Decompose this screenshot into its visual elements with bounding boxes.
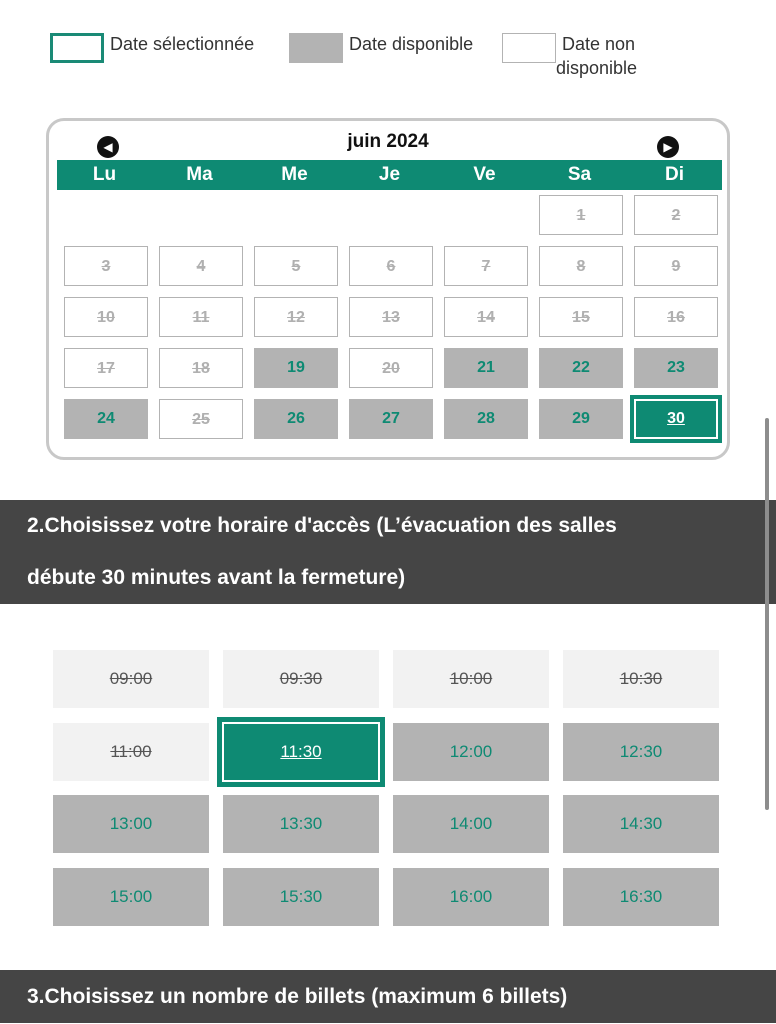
calendar <box>46 118 730 460</box>
day-29[interactable]: 29 <box>539 399 623 439</box>
section-2-header <box>0 500 776 604</box>
day-19[interactable]: 19 <box>254 348 338 388</box>
time-slot-1130[interactable]: 11:30 <box>217 717 385 787</box>
day-8: 8 <box>539 246 623 286</box>
weekday-header <box>57 160 722 190</box>
day-12: 12 <box>254 297 338 337</box>
day-10: 10 <box>64 297 148 337</box>
weekday-me: Me <box>281 164 308 185</box>
day-22[interactable]: 22 <box>539 348 623 388</box>
time-slot-1600[interactable]: 16:00 <box>393 868 549 926</box>
weekday-je: Je <box>378 164 401 185</box>
chevron-right-icon[interactable]: ▶ <box>657 136 679 158</box>
section-3-title: 3.Choisissez un nombre de billets (maximum 6 billets) <box>27 985 568 1008</box>
time-slot-1530[interactable]: 15:30 <box>223 868 379 926</box>
legend-unavailable-line2: disponible <box>556 58 638 78</box>
weekday-ma: Ma <box>186 164 213 185</box>
section-2-line1: 2.Choisissez votre horaire d'accès (L’évacuation des salles <box>27 514 617 537</box>
day-25: 25 <box>159 399 243 439</box>
day-14: 14 <box>444 297 528 337</box>
time-slot-1100: 11:00 <box>53 723 209 781</box>
time-slot-0930: 09:30 <box>223 650 379 708</box>
legend-available-swatch <box>289 33 343 63</box>
section-2-line2: débute 30 minutes avant la fermeture) <box>27 566 406 589</box>
day-3: 3 <box>64 246 148 286</box>
section-3-header <box>0 970 776 1023</box>
legend-unavailable-swatch <box>502 33 556 63</box>
day-16: 16 <box>634 297 718 337</box>
day-24[interactable]: 24 <box>64 399 148 439</box>
time-slot-1430[interactable]: 14:30 <box>563 795 719 853</box>
day-9: 9 <box>634 246 718 286</box>
calendar-month-label: juin 2024 <box>347 131 429 152</box>
day-15: 15 <box>539 297 623 337</box>
chevron-left-icon[interactable]: ◀ <box>97 136 119 158</box>
time-slot-0900: 09:00 <box>53 650 209 708</box>
day-13: 13 <box>349 297 433 337</box>
weekday-ve: Ve <box>473 164 496 185</box>
day-4: 4 <box>159 246 243 286</box>
day-17: 17 <box>64 348 148 388</box>
weekday-lu: Lu <box>92 164 117 185</box>
time-slot-1030: 10:30 <box>563 650 719 708</box>
legend-unavailable-line1: Date non <box>562 34 636 54</box>
day-18: 18 <box>159 348 243 388</box>
weekday-sa: Sa <box>567 164 592 185</box>
time-slot-1400[interactable]: 14:00 <box>393 795 549 853</box>
day-11: 11 <box>159 297 243 337</box>
time-slot-1630[interactable]: 16:30 <box>563 868 719 926</box>
legend-available-label: Date disponible <box>349 34 474 54</box>
day-2: 2 <box>634 195 718 235</box>
time-slot-1500[interactable]: 15:00 <box>53 868 209 926</box>
legend-selected-swatch <box>50 33 104 63</box>
day-6: 6 <box>349 246 433 286</box>
weekday-di: Di <box>665 164 684 185</box>
day-28[interactable]: 28 <box>444 399 528 439</box>
legend-selected-label: Date sélectionnée <box>110 34 255 54</box>
day-30[interactable]: 30 <box>630 395 722 443</box>
day-23[interactable]: 23 <box>634 348 718 388</box>
time-slot-1230[interactable]: 12:30 <box>563 723 719 781</box>
day-1: 1 <box>539 195 623 235</box>
legend-unavailable-label <box>556 32 676 80</box>
day-26[interactable]: 26 <box>254 399 338 439</box>
scrollbar[interactable] <box>765 418 769 810</box>
legend <box>0 0 776 90</box>
day-20: 20 <box>349 348 433 388</box>
day-5: 5 <box>254 246 338 286</box>
time-slot-1330[interactable]: 13:30 <box>223 795 379 853</box>
day-7: 7 <box>444 246 528 286</box>
time-slot-1300[interactable]: 13:00 <box>53 795 209 853</box>
time-slot-1000: 10:00 <box>393 650 549 708</box>
time-slot-1200[interactable]: 12:00 <box>393 723 549 781</box>
day-27[interactable]: 27 <box>349 399 433 439</box>
day-21[interactable]: 21 <box>444 348 528 388</box>
